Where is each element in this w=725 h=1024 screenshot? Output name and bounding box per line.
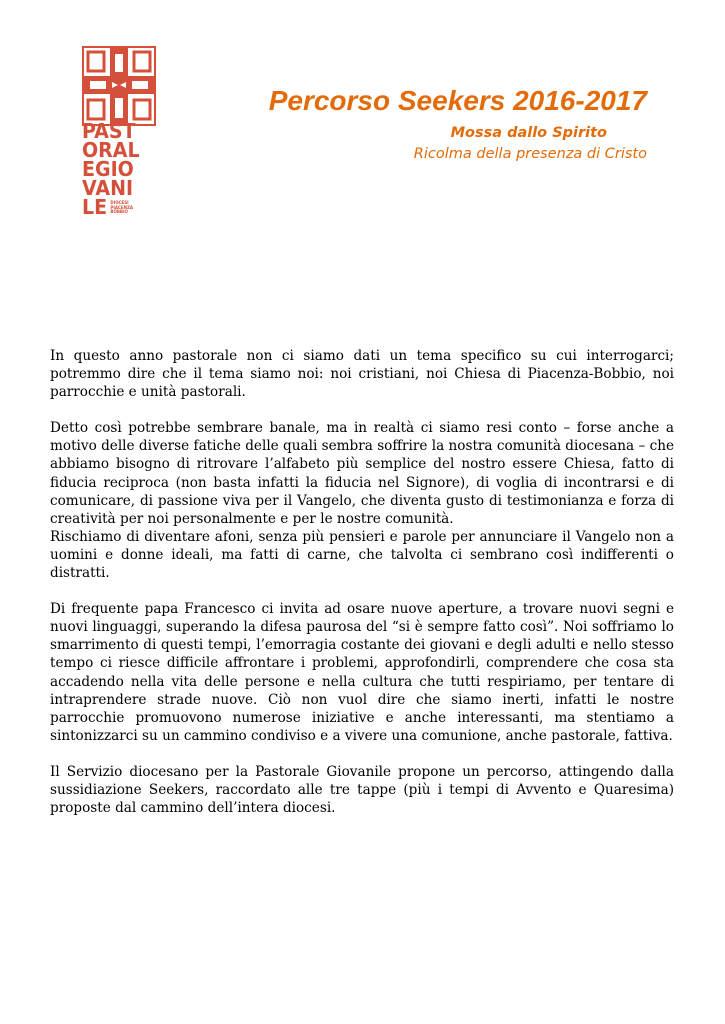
logo-line: EGIO [82, 157, 134, 181]
logo-line: VANI [82, 176, 134, 200]
document-header [269, 84, 647, 164]
paragraph: Detto così potrebbe sembrare banale, ma in realtà ci siamo resi conto – forse anche a motivo delle diverse fatiche delle quali sembra soffrire la nostra comunità diocesana – che abbiamo bisogno di ritrovare l’alfabeto più semplice del nostro essere Chiesa, fatto di fiducia reciproca (non basta infatti la fiducia nel Signore), di voglia di incontrarsi e di comunicare, di passione viva per il Vangelo, che diventa gusto di testimonianza e forza di creatività per noi personalmente e per le nostre comunità. [50, 420, 674, 527]
logo-sub-line: PIACENZA [110, 204, 133, 210]
logo-last-row [82, 195, 172, 219]
cross-emblem-icon [82, 46, 156, 126]
logo-line: LE [82, 195, 108, 219]
paragraph: Rischiamo di diventare afoni, senza più pensieri e parole per annunciare il Vangelo non a uomini e donne ideali, ma fatti di carne, che talvolta ci sembrano così indifferenti o distratti. [50, 528, 674, 582]
logo-wordmark [82, 119, 172, 219]
logo-sub-line: DIOCESI [110, 200, 129, 206]
logo-sub-line: BOBBIO [110, 209, 128, 215]
page-subtitle: Mossa dallo Spirito [450, 125, 607, 141]
paragraph: Di frequente papa Francesco ci invita ad osare nuove aperture, a trovare nuovi segni e nuovi linguaggi, superando la difesa paurosa del “si è sempre fatto così”. Noi soffriamo lo smarrimento di questi tempi, l’emorragia costante dei giovani e degli adulti e nello stesso tempo ci riesce difficile affrontare i problemi, approfondirli, comprendere che cosa sta accadendo nella vita delle persone e nella cultura che tutti respiriamo, per tentare di intraprendere strade nuove. Ciò non vuol dire che siamo inerti, infatti le nostre parrocchie promuovono numerose iniziative e anche interessanti, ma stentiamo a sintonizzarci su un cammino condiviso e a vivere una comunione, anche pastorale, fattiva. [50, 601, 674, 744]
paragraph: In questo anno pastorale non ci siamo dati un tema specifico su cui interrogarci; potremmo dire che il tema siamo noi: noi cristiani, noi Chiesa di Piacenza-Bobbio, noi parrocchie e unità pastorali. [50, 348, 674, 401]
logo-line: PAST [82, 119, 136, 143]
logo-subtitle [110, 201, 133, 215]
logo-line: ORAL [82, 138, 140, 162]
document-body [50, 347, 674, 817]
pastorale-giovanile-logo [76, 44, 172, 224]
paragraph: Il Servizio diocesano per la Pastorale Giovanile propone un percorso, attingendo dalla sussidiazione Seekers, raccordato alle tre tappe (più i tempi di Avvento e Quaresima) proposte dal cammino dell’intera diocesi. [50, 763, 674, 817]
page-title: Percorso Seekers 2016-2017 [268, 85, 647, 116]
page-tagline: Ricolma della presenza di Cristo [413, 146, 647, 162]
